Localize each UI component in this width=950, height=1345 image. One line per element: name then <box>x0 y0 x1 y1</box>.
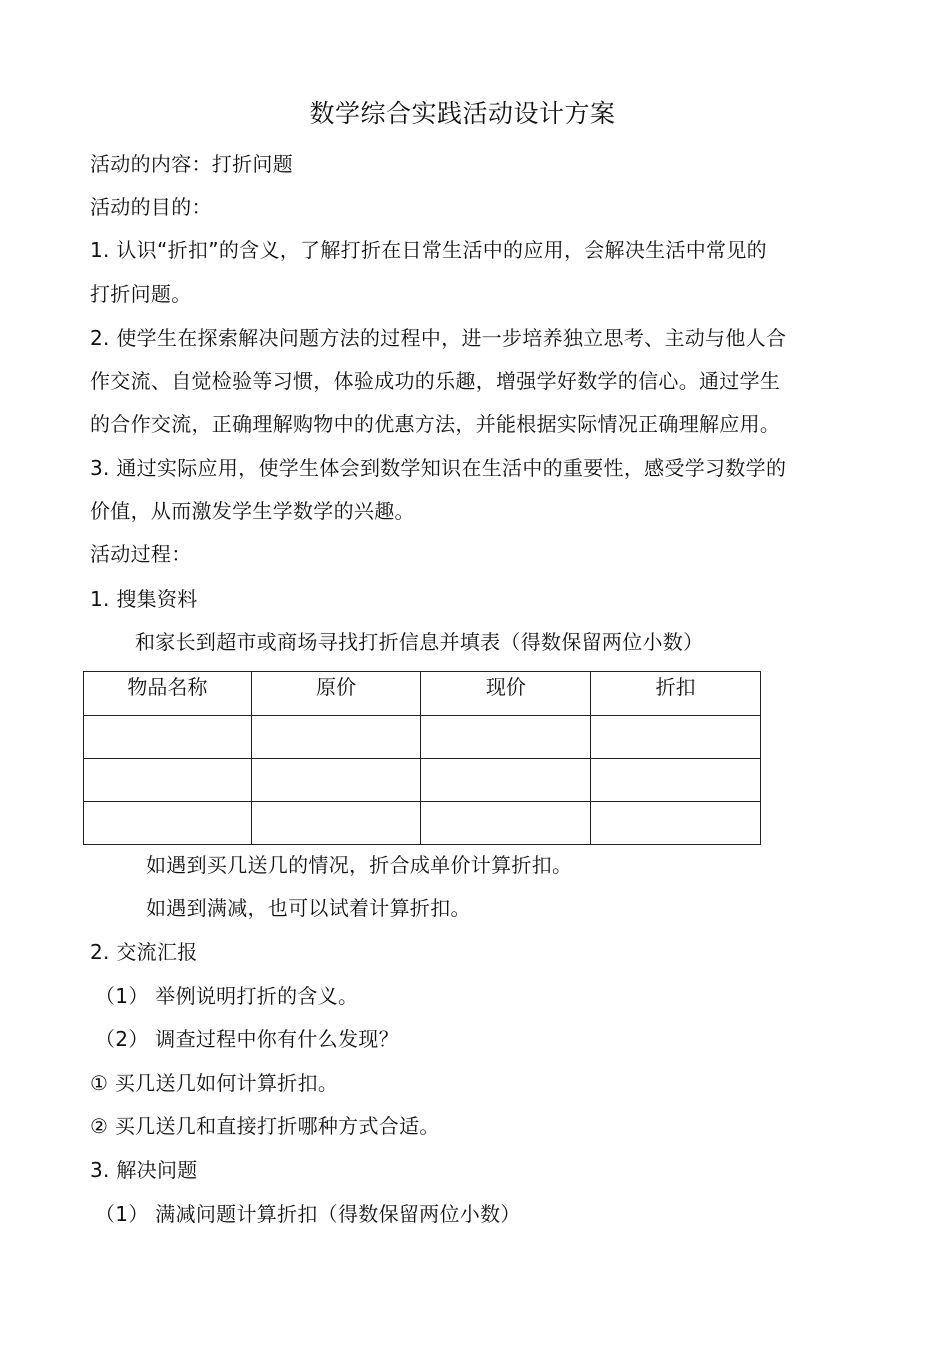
goal-heading: 活动的目的： <box>90 195 212 219</box>
activity-content: 活动的内容：打折问题 <box>90 152 293 176</box>
step-1-note-1: 如遇到买几送几的情况，折合成单价计算折扣。 <box>146 853 573 877</box>
table-cell[interactable] <box>421 802 591 845</box>
table-cell[interactable] <box>251 802 421 845</box>
table-row <box>84 716 761 759</box>
table-cell[interactable] <box>84 759 252 802</box>
step-2-circle-1: ① 买几送几如何计算折扣。 <box>90 1071 339 1095</box>
table-row <box>84 802 761 845</box>
table-cell[interactable] <box>591 716 761 759</box>
step-1-note-2: 如遇到满减，也可以试着计算折扣。 <box>146 896 471 920</box>
step-3-item-1: （1） 满减问题计算折扣（得数保留两位小数） <box>95 1202 521 1226</box>
table-cell[interactable] <box>84 716 252 759</box>
step-1-instruction: 和家长到超市或商场寻找打折信息并填表（得数保留两位小数） <box>135 630 704 654</box>
goal-2-line-1: 2. 使学生在探索解决问题方法的过程中，进一步培养独立思考、主动与他人合 <box>90 326 787 350</box>
table-cell[interactable] <box>591 759 761 802</box>
goal-3-line-2: 价值，从而激发学生学数学的兴趣。 <box>90 499 415 523</box>
table-cell[interactable] <box>251 759 421 802</box>
step-3-heading: 3. 解决问题 <box>90 1158 198 1182</box>
discount-info-table <box>83 671 761 845</box>
step-2-circle-2: ② 买几送几和直接打折哪种方式合适。 <box>90 1114 440 1138</box>
goal-3-line-1: 3. 通过实际应用，使学生体会到数学知识在生活中的重要性，感受学习数学的 <box>90 456 787 480</box>
header-discount: 折扣 <box>591 672 761 716</box>
table-row <box>84 759 761 802</box>
goal-2-line-2: 作交流、自觉检验等习惯，体验成功的乐趣，增强学好数学的信心。通过学生 <box>90 369 781 393</box>
table-header-row <box>84 672 761 716</box>
step-2-heading: 2. 交流汇报 <box>90 940 198 964</box>
table-cell[interactable] <box>421 716 591 759</box>
table-cell[interactable] <box>84 802 252 845</box>
process-heading: 活动过程： <box>90 542 192 566</box>
table-cell[interactable] <box>421 759 591 802</box>
header-current-price: 现价 <box>421 672 591 716</box>
header-original-price: 原价 <box>251 672 421 716</box>
step-1-heading: 1. 搜集资料 <box>90 587 198 611</box>
document-title: 数学综合实践活动设计方案 <box>309 99 616 128</box>
header-item-name: 物品名称 <box>84 672 252 716</box>
goal-1-line-1: 1. 认识“折扣”的含义，了解打折在日常生活中的应用，会解决生活中常见的 <box>90 238 767 262</box>
step-2-item-1: （1） 举例说明打折的含义。 <box>95 984 359 1008</box>
goal-2-line-3: 的合作交流，正确理解购物中的优惠方法，并能根据实际情况正确理解应用。 <box>90 412 781 436</box>
goal-1-line-2: 打折问题。 <box>90 282 192 306</box>
step-2-item-2: （2） 调查过程中你有什么发现？ <box>95 1027 399 1051</box>
table-cell[interactable] <box>251 716 421 759</box>
table-cell[interactable] <box>591 802 761 845</box>
